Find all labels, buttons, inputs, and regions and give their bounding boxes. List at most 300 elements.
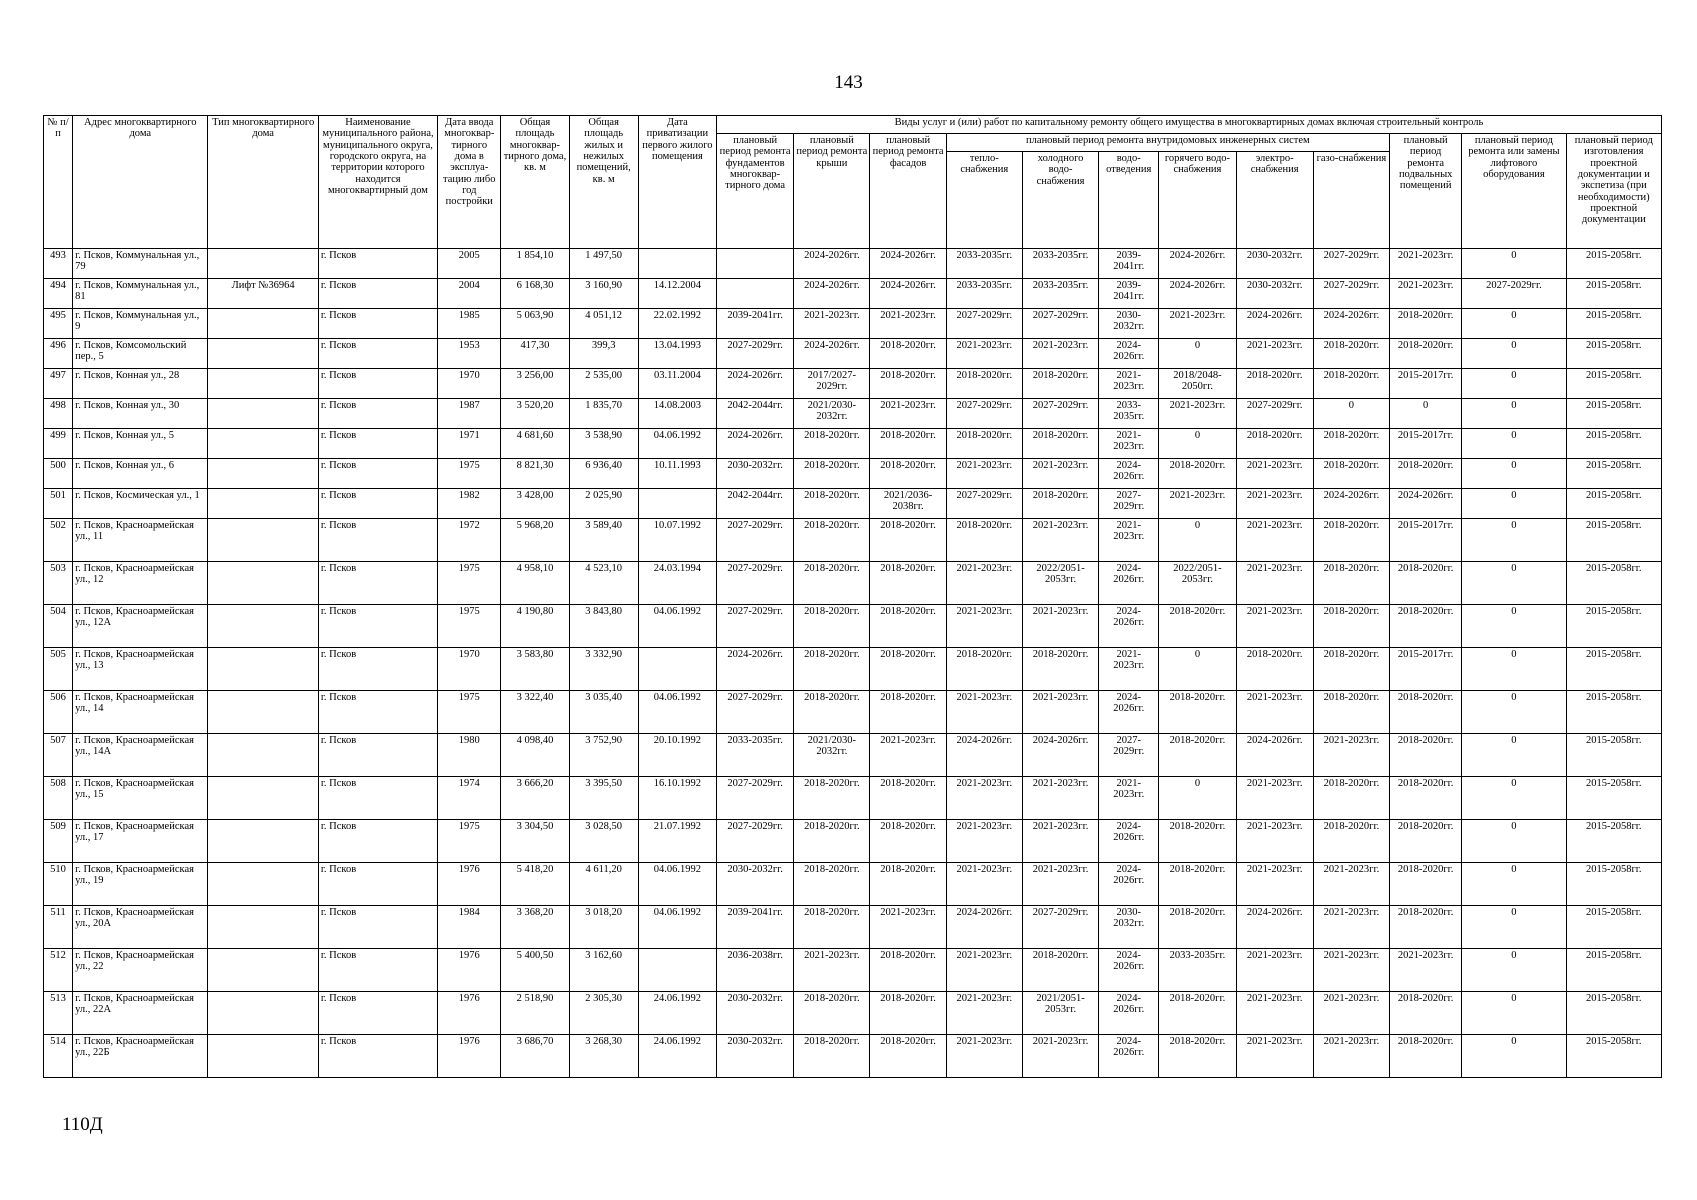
cell-facade: 2018-2020гг. xyxy=(870,519,946,562)
cell-hot: 2024-2026гг. xyxy=(1159,279,1236,309)
cell-found: 2027-2029гг. xyxy=(717,339,794,369)
cell-roof: 2017/2027-2029гг. xyxy=(794,369,870,399)
cell-heat: 2021-2023гг. xyxy=(946,339,1022,369)
cell-total: 1 854,10 xyxy=(501,249,569,279)
cell-gas: 2018-2020гг. xyxy=(1313,369,1389,399)
table-row xyxy=(44,399,1662,429)
table-row xyxy=(44,691,1662,734)
cell-docs: 2015-2058гг. xyxy=(1566,309,1661,339)
cell-cold: 2021-2023гг. xyxy=(1022,339,1098,369)
cell-priv xyxy=(638,648,716,691)
cell-type xyxy=(208,399,318,429)
cell-cold: 2027-2029гг. xyxy=(1022,906,1098,949)
cell-sewer: 2030-2032гг. xyxy=(1099,309,1159,339)
cell-facade: 2018-2020гг. xyxy=(870,992,946,1035)
table-row xyxy=(44,863,1662,906)
cell-num: 499 xyxy=(44,429,73,459)
cell-year: 1976 xyxy=(438,863,501,906)
cell-found: 2036-2038гг. xyxy=(717,949,794,992)
cell-address: г. Псков, Красноармейская ул., 19 xyxy=(73,863,208,906)
table-row xyxy=(44,459,1662,489)
cell-hot: 2018-2020гг. xyxy=(1159,906,1236,949)
cell-type xyxy=(208,691,318,734)
cell-city: г. Псков xyxy=(318,992,437,1035)
footer-mark: 110Д xyxy=(62,1114,103,1135)
cell-hot: 2018-2020гг. xyxy=(1159,605,1236,648)
cell-living: 1 497,50 xyxy=(569,249,638,279)
cell-living: 3 018,20 xyxy=(569,906,638,949)
header-electric: электро-снабжения xyxy=(1236,152,1313,249)
cell-base: 2018-2020гг. xyxy=(1390,691,1462,734)
cell-address: г. Псков, Красноармейская ул., 22А xyxy=(73,992,208,1035)
cell-found: 2042-2044гг. xyxy=(717,489,794,519)
cell-heat: 2021-2023гг. xyxy=(946,777,1022,820)
header-municipality: Наименование муниципального района, муниципального округа, городского округа, на территории которого находится многоквартирный дом xyxy=(318,116,437,249)
header-sewer: водо-отведения xyxy=(1099,152,1159,249)
header-num: № п/п xyxy=(44,116,73,249)
cell-base: 2015-2017гг. xyxy=(1390,648,1462,691)
cell-lift: 0 xyxy=(1462,562,1566,605)
cell-sewer: 2021-2023гг. xyxy=(1099,429,1159,459)
cell-gas: 2021-2023гг. xyxy=(1313,949,1389,992)
cell-year: 1972 xyxy=(438,519,501,562)
cell-type xyxy=(208,369,318,399)
cell-year: 1970 xyxy=(438,369,501,399)
cell-priv: 24.06.1992 xyxy=(638,992,716,1035)
cell-total: 3 256,00 xyxy=(501,369,569,399)
header-total-area: Общая площадь многоквар-тирного дома, кв. м xyxy=(501,116,569,249)
cell-hot: 0 xyxy=(1159,519,1236,562)
cell-total: 4 098,40 xyxy=(501,734,569,777)
cell-found: 2030-2032гг. xyxy=(717,1035,794,1078)
cell-base: 2018-2020гг. xyxy=(1390,906,1462,949)
cell-elec: 2018-2020гг. xyxy=(1236,648,1313,691)
cell-docs: 2015-2058гг. xyxy=(1566,562,1661,605)
cell-city: г. Псков xyxy=(318,339,437,369)
cell-hot: 2018-2020гг. xyxy=(1159,734,1236,777)
cell-address: г. Псков, Красноармейская ул., 14 xyxy=(73,691,208,734)
cell-facade: 2018-2020гг. xyxy=(870,1035,946,1078)
header-elevator: плановый период ремонта или замены лифтового оборудования xyxy=(1462,134,1566,249)
cell-num: 502 xyxy=(44,519,73,562)
cell-type xyxy=(208,992,318,1035)
cell-elec: 2021-2023гг. xyxy=(1236,489,1313,519)
cell-type xyxy=(208,249,318,279)
cell-year: 1971 xyxy=(438,429,501,459)
cell-total: 3 428,00 xyxy=(501,489,569,519)
cell-docs: 2015-2058гг. xyxy=(1566,906,1661,949)
cell-found: 2027-2029гг. xyxy=(717,562,794,605)
cell-num: 504 xyxy=(44,605,73,648)
cell-city: г. Псков xyxy=(318,489,437,519)
cell-roof: 2018-2020гг. xyxy=(794,605,870,648)
cell-city: г. Псков xyxy=(318,691,437,734)
cell-gas: 2024-2026гг. xyxy=(1313,489,1389,519)
cell-city: г. Псков xyxy=(318,777,437,820)
cell-city: г. Псков xyxy=(318,429,437,459)
cell-priv: 10.07.1992 xyxy=(638,519,716,562)
cell-found xyxy=(717,279,794,309)
cell-sewer: 2024-2026гг. xyxy=(1099,949,1159,992)
cell-year: 1987 xyxy=(438,399,501,429)
cell-found: 2030-2032гг. xyxy=(717,863,794,906)
cell-lift: 0 xyxy=(1462,519,1566,562)
cell-num: 495 xyxy=(44,309,73,339)
cell-total: 5 063,90 xyxy=(501,309,569,339)
cell-found: 2027-2029гг. xyxy=(717,605,794,648)
cell-base: 2018-2020гг. xyxy=(1390,605,1462,648)
cell-cold: 2018-2020гг. xyxy=(1022,489,1098,519)
cell-total: 3 686,70 xyxy=(501,1035,569,1078)
cell-elec: 2018-2020гг. xyxy=(1236,369,1313,399)
cell-sewer: 2021-2023гг. xyxy=(1099,369,1159,399)
cell-base: 2018-2020гг. xyxy=(1390,459,1462,489)
cell-docs: 2015-2058гг. xyxy=(1566,429,1661,459)
cell-elec: 2021-2023гг. xyxy=(1236,562,1313,605)
header-address: Адрес многоквартирного дома xyxy=(73,116,208,249)
cell-address: г. Псков, Красноармейская ул., 12 xyxy=(73,562,208,605)
table-row xyxy=(44,279,1662,309)
cell-facade: 2018-2020гг. xyxy=(870,820,946,863)
cell-heat: 2033-2035гг. xyxy=(946,279,1022,309)
cell-heat: 2024-2026гг. xyxy=(946,734,1022,777)
cell-type xyxy=(208,648,318,691)
cell-total: 4 958,10 xyxy=(501,562,569,605)
cell-base: 2018-2020гг. xyxy=(1390,734,1462,777)
cell-found: 2024-2026гг. xyxy=(717,648,794,691)
cell-year: 1953 xyxy=(438,339,501,369)
table-row xyxy=(44,949,1662,992)
cell-base: 2018-2020гг. xyxy=(1390,992,1462,1035)
cell-base: 2018-2020гг. xyxy=(1390,820,1462,863)
cell-hot: 2022/2051-2053гг. xyxy=(1159,562,1236,605)
cell-heat: 2018-2020гг. xyxy=(946,648,1022,691)
cell-hot: 0 xyxy=(1159,777,1236,820)
cell-docs: 2015-2058гг. xyxy=(1566,949,1661,992)
cell-roof: 2018-2020гг. xyxy=(794,459,870,489)
cell-docs: 2015-2058гг. xyxy=(1566,339,1661,369)
cell-num: 494 xyxy=(44,279,73,309)
header-cold-water: холодного водо-снабжения xyxy=(1022,152,1098,249)
cell-elec: 2024-2026гг. xyxy=(1236,309,1313,339)
cell-roof: 2021/2030-2032гг. xyxy=(794,399,870,429)
cell-base: 2015-2017гг. xyxy=(1390,519,1462,562)
cell-priv: 22.02.1992 xyxy=(638,309,716,339)
table-row xyxy=(44,562,1662,605)
cell-cold: 2018-2020гг. xyxy=(1022,369,1098,399)
cell-type xyxy=(208,459,318,489)
cell-type xyxy=(208,339,318,369)
cell-cold: 2021-2023гг. xyxy=(1022,777,1098,820)
cell-base: 2018-2020гг. xyxy=(1390,777,1462,820)
header-works-group: Виды услуг и (или) работ по капитальному ремонту общего имущества в многоквартирных домах включая строительный контроль xyxy=(717,116,1662,134)
cell-heat: 2021-2023гг. xyxy=(946,949,1022,992)
table-row xyxy=(44,605,1662,648)
cell-address: г. Псков, Конная ул., 28 xyxy=(73,369,208,399)
cell-elec: 2021-2023гг. xyxy=(1236,605,1313,648)
cell-elec: 2021-2023гг. xyxy=(1236,777,1313,820)
cell-cold: 2021-2023гг. xyxy=(1022,1035,1098,1078)
cell-elec: 2021-2023гг. xyxy=(1236,459,1313,489)
cell-hot: 2018-2020гг. xyxy=(1159,691,1236,734)
cell-city: г. Псков xyxy=(318,309,437,339)
cell-base: 2018-2020гг. xyxy=(1390,339,1462,369)
cell-found: 2039-2041гг. xyxy=(717,309,794,339)
cell-address: г. Псков, Красноармейская ул., 20А xyxy=(73,906,208,949)
cell-elec: 2018-2020гг. xyxy=(1236,429,1313,459)
cell-facade: 2018-2020гг. xyxy=(870,459,946,489)
header-facade: плановый период ремонта фасадов xyxy=(870,134,946,249)
cell-num: 511 xyxy=(44,906,73,949)
cell-address: г. Псков, Конная ул., 5 xyxy=(73,429,208,459)
cell-facade: 2024-2026гг. xyxy=(870,279,946,309)
cell-sewer: 2027-2029гг. xyxy=(1099,489,1159,519)
cell-address: г. Псков, Красноармейская ул., 22 xyxy=(73,949,208,992)
cell-living: 6 936,40 xyxy=(569,459,638,489)
table-row xyxy=(44,249,1662,279)
cell-docs: 2015-2058гг. xyxy=(1566,605,1661,648)
cell-total: 417,30 xyxy=(501,339,569,369)
cell-city: г. Псков xyxy=(318,1035,437,1078)
table-row xyxy=(44,309,1662,339)
cell-sewer: 2024-2026гг. xyxy=(1099,691,1159,734)
cell-docs: 2015-2058гг. xyxy=(1566,369,1661,399)
cell-docs: 2015-2058гг. xyxy=(1566,648,1661,691)
cell-sewer: 2027-2029гг. xyxy=(1099,734,1159,777)
cell-living: 3 589,40 xyxy=(569,519,638,562)
cell-elec: 2030-2032гг. xyxy=(1236,279,1313,309)
cell-base: 2018-2020гг. xyxy=(1390,309,1462,339)
capital-repair-table xyxy=(43,115,1662,1078)
cell-lift: 0 xyxy=(1462,429,1566,459)
table-row xyxy=(44,734,1662,777)
header-hot-water: горячего водо-снабжения xyxy=(1159,152,1236,249)
cell-total: 4 190,80 xyxy=(501,605,569,648)
cell-address: г. Псков, Коммунальная ул., 9 xyxy=(73,309,208,339)
cell-base: 2015-2017гг. xyxy=(1390,369,1462,399)
cell-address: г. Псков, Комсомольский пер., 5 xyxy=(73,339,208,369)
cell-base: 2021-2023гг. xyxy=(1390,949,1462,992)
cell-elec: 2030-2032гг. xyxy=(1236,249,1313,279)
cell-total: 5 418,20 xyxy=(501,863,569,906)
cell-roof: 2024-2026гг. xyxy=(794,339,870,369)
cell-address: г. Псков, Коммунальная ул., 79 xyxy=(73,249,208,279)
cell-elec: 2021-2023гг. xyxy=(1236,992,1313,1035)
cell-docs: 2015-2058гг. xyxy=(1566,399,1661,429)
cell-num: 514 xyxy=(44,1035,73,1078)
cell-cold: 2021/2051-2053гг. xyxy=(1022,992,1098,1035)
cell-gas: 2018-2020гг. xyxy=(1313,519,1389,562)
cell-cold: 2021-2023гг. xyxy=(1022,459,1098,489)
cell-priv: 24.06.1992 xyxy=(638,1035,716,1078)
cell-docs: 2015-2058гг. xyxy=(1566,459,1661,489)
cell-sewer: 2033-2035гг. xyxy=(1099,399,1159,429)
cell-year: 1975 xyxy=(438,691,501,734)
cell-cold: 2033-2035гг. xyxy=(1022,249,1098,279)
cell-hot: 2018/2048-2050гг. xyxy=(1159,369,1236,399)
cell-docs: 2015-2058гг. xyxy=(1566,249,1661,279)
cell-heat: 2018-2020гг. xyxy=(946,519,1022,562)
cell-lift: 0 xyxy=(1462,399,1566,429)
cell-elec: 2027-2029гг. xyxy=(1236,399,1313,429)
cell-city: г. Псков xyxy=(318,648,437,691)
cell-sewer: 2024-2026гг. xyxy=(1099,863,1159,906)
cell-priv: 10.11.1993 xyxy=(638,459,716,489)
cell-living: 3 162,60 xyxy=(569,949,638,992)
cell-num: 496 xyxy=(44,339,73,369)
cell-gas: 2018-2020гг. xyxy=(1313,820,1389,863)
cell-type xyxy=(208,906,318,949)
cell-docs: 2015-2058гг. xyxy=(1566,1035,1661,1078)
cell-facade: 2018-2020гг. xyxy=(870,691,946,734)
cell-lift: 0 xyxy=(1462,691,1566,734)
cell-living: 4 611,20 xyxy=(569,863,638,906)
cell-hot: 0 xyxy=(1159,339,1236,369)
header-house-type: Тип многоквартирного дома xyxy=(208,116,318,249)
cell-cold: 2018-2020гг. xyxy=(1022,429,1098,459)
cell-total: 5 968,20 xyxy=(501,519,569,562)
cell-city: г. Псков xyxy=(318,605,437,648)
cell-hot: 2018-2020гг. xyxy=(1159,1035,1236,1078)
cell-year: 1985 xyxy=(438,309,501,339)
cell-year: 1980 xyxy=(438,734,501,777)
cell-year: 1982 xyxy=(438,489,501,519)
cell-hot: 0 xyxy=(1159,429,1236,459)
cell-total: 5 400,50 xyxy=(501,949,569,992)
cell-docs: 2015-2058гг. xyxy=(1566,734,1661,777)
cell-facade: 2018-2020гг. xyxy=(870,949,946,992)
cell-sewer: 2021-2023гг. xyxy=(1099,519,1159,562)
cell-year: 1984 xyxy=(438,906,501,949)
cell-docs: 2015-2058гг. xyxy=(1566,489,1661,519)
cell-type xyxy=(208,1035,318,1078)
cell-city: г. Псков xyxy=(318,249,437,279)
cell-docs: 2015-2058гг. xyxy=(1566,279,1661,309)
cell-facade: 2018-2020гг. xyxy=(870,863,946,906)
cell-found: 2027-2029гг. xyxy=(717,820,794,863)
cell-elec: 2021-2023гг. xyxy=(1236,519,1313,562)
cell-facade: 2021-2023гг. xyxy=(870,309,946,339)
cell-gas: 2018-2020гг. xyxy=(1313,691,1389,734)
header-basement: плановый период ремонта подвальных помещений xyxy=(1390,134,1462,249)
cell-facade: 2018-2020гг. xyxy=(870,562,946,605)
cell-lift: 0 xyxy=(1462,489,1566,519)
cell-base: 2021-2023гг. xyxy=(1390,249,1462,279)
cell-found xyxy=(717,249,794,279)
cell-type xyxy=(208,949,318,992)
cell-address: г. Псков, Коммунальная ул., 81 xyxy=(73,279,208,309)
cell-docs: 2015-2058гг. xyxy=(1566,863,1661,906)
cell-found: 2024-2026гг. xyxy=(717,429,794,459)
cell-type xyxy=(208,734,318,777)
cell-hot: 2018-2020гг. xyxy=(1159,992,1236,1035)
cell-gas: 2018-2020гг. xyxy=(1313,648,1389,691)
cell-num: 493 xyxy=(44,249,73,279)
cell-lift: 0 xyxy=(1462,820,1566,863)
cell-heat: 2027-2029гг. xyxy=(946,399,1022,429)
cell-living: 3 332,90 xyxy=(569,648,638,691)
cell-found: 2030-2032гг. xyxy=(717,459,794,489)
cell-roof: 2018-2020гг. xyxy=(794,489,870,519)
cell-priv: 04.06.1992 xyxy=(638,605,716,648)
cell-sewer: 2030-2032гг. xyxy=(1099,906,1159,949)
cell-cold: 2027-2029гг. xyxy=(1022,309,1098,339)
cell-total: 3 583,80 xyxy=(501,648,569,691)
cell-heat: 2033-2035гг. xyxy=(946,249,1022,279)
cell-total: 3 520,20 xyxy=(501,399,569,429)
cell-gas: 2018-2020гг. xyxy=(1313,459,1389,489)
cell-roof: 2024-2026гг. xyxy=(794,279,870,309)
cell-heat: 2021-2023гг. xyxy=(946,605,1022,648)
cell-sewer: 2024-2026гг. xyxy=(1099,605,1159,648)
cell-base: 2018-2020гг. xyxy=(1390,863,1462,906)
cell-priv xyxy=(638,949,716,992)
cell-city: г. Псков xyxy=(318,562,437,605)
cell-elec: 2024-2026гг. xyxy=(1236,906,1313,949)
cell-cold: 2021-2023гг. xyxy=(1022,519,1098,562)
cell-living: 3 395,50 xyxy=(569,777,638,820)
cell-gas: 2021-2023гг. xyxy=(1313,1035,1389,1078)
cell-num: 497 xyxy=(44,369,73,399)
cell-living: 3 160,90 xyxy=(569,279,638,309)
cell-roof: 2024-2026гг. xyxy=(794,249,870,279)
cell-facade: 2024-2026гг. xyxy=(870,249,946,279)
cell-lift: 0 xyxy=(1462,734,1566,777)
cell-found: 2027-2029гг. xyxy=(717,519,794,562)
cell-gas: 2018-2020гг. xyxy=(1313,605,1389,648)
cell-priv: 16.10.1992 xyxy=(638,777,716,820)
cell-gas: 2018-2020гг. xyxy=(1313,777,1389,820)
cell-type xyxy=(208,489,318,519)
cell-elec: 2021-2023гг. xyxy=(1236,1035,1313,1078)
cell-priv: 04.06.1992 xyxy=(638,691,716,734)
cell-sewer: 2024-2026гг. xyxy=(1099,339,1159,369)
table-row xyxy=(44,489,1662,519)
cell-type: Лифт №36964 xyxy=(208,279,318,309)
table-row xyxy=(44,992,1662,1035)
cell-sewer: 2039-2041гг. xyxy=(1099,249,1159,279)
cell-living: 2 025,90 xyxy=(569,489,638,519)
cell-heat: 2018-2020гг. xyxy=(946,429,1022,459)
cell-address: г. Псков, Красноармейская ул., 11 xyxy=(73,519,208,562)
cell-total: 8 821,30 xyxy=(501,459,569,489)
cell-found: 2033-2035гг. xyxy=(717,734,794,777)
cell-sewer: 2039-2041гг. xyxy=(1099,279,1159,309)
cell-hot: 2024-2026гг. xyxy=(1159,249,1236,279)
cell-living: 2 305,30 xyxy=(569,992,638,1035)
cell-year: 1976 xyxy=(438,949,501,992)
cell-living: 3 035,40 xyxy=(569,691,638,734)
cell-priv: 04.06.1992 xyxy=(638,863,716,906)
cell-facade: 2018-2020гг. xyxy=(870,339,946,369)
cell-lift: 0 xyxy=(1462,339,1566,369)
cell-roof: 2021-2023гг. xyxy=(794,949,870,992)
cell-type xyxy=(208,519,318,562)
cell-city: г. Псков xyxy=(318,863,437,906)
cell-lift: 2027-2029гг. xyxy=(1462,279,1566,309)
cell-docs: 2015-2058гг. xyxy=(1566,777,1661,820)
cell-roof: 2018-2020гг. xyxy=(794,992,870,1035)
cell-living: 3 843,80 xyxy=(569,605,638,648)
cell-facade: 2018-2020гг. xyxy=(870,605,946,648)
cell-lift: 0 xyxy=(1462,1035,1566,1078)
cell-city: г. Псков xyxy=(318,820,437,863)
cell-facade: 2021/2036-2038гг. xyxy=(870,489,946,519)
cell-roof: 2021-2023гг. xyxy=(794,309,870,339)
cell-address: г. Псков, Красноармейская ул., 14А xyxy=(73,734,208,777)
cell-heat: 2021-2023гг. xyxy=(946,863,1022,906)
table-row xyxy=(44,906,1662,949)
